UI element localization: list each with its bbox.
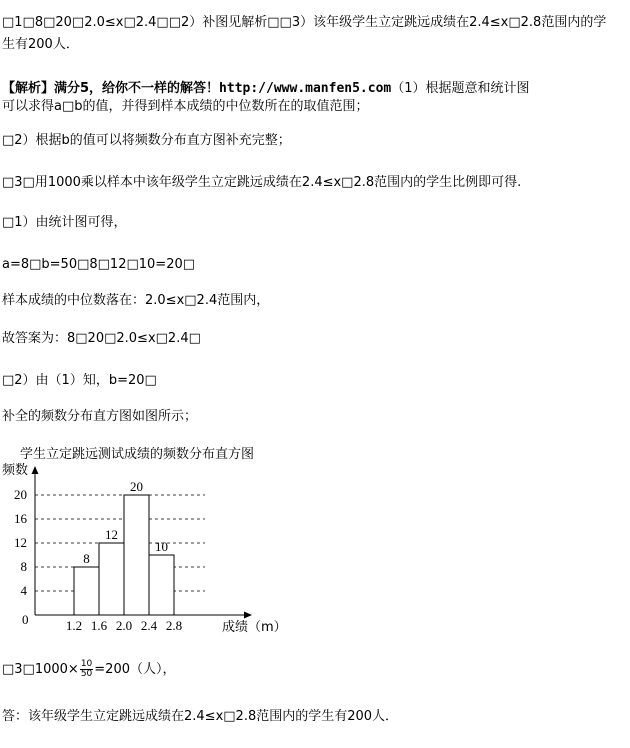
solution-text-4: 故答案为：8□20□2.0≤x□2.4□ [2,331,201,346]
analysis-heading-line [2,80,530,98]
y-tick-label: 16 [14,511,27,526]
answer-text-2: 生有200人． [2,37,79,52]
analysis-line-4 [2,174,521,192]
solution-line-7 [2,660,176,679]
histogram-chart [0,440,310,640]
analysis-text-4: □3□用1000乘以样本中该年级学生立定跳远成绩在2.4≤x□2.8范围内的学生比例即可得. [2,175,522,190]
bar-value-label: 8 [83,551,90,566]
solution-text-2: a=8□b=50□8□12□10=20□ [2,257,196,272]
x-axis-arrow-icon [244,612,252,619]
answer-text-1: □1□8□20□2.0≤x□2.4□□2）补图见解析□□3）该年级学生立定跳远成绩在2.4≤x□2.8范围内的学 [2,15,607,30]
histogram-bar [74,567,99,615]
analysis-line-2 [2,98,369,116]
y-tick-label: 4 [20,583,27,598]
solution-text-3: 样本成绩的中位数落在：2.0≤x□2.4范围内， [2,293,270,308]
x-tick-label: 1.2 [65,618,83,633]
analysis-text-1: （1）根据题意和统计图 [391,81,530,96]
chart-title: 学生立定跳远测试成绩的频数分布直方图 [20,447,255,462]
histogram-bar [99,543,124,615]
analysis-tag: 【解析】满分5，给你不一样的解答！ [2,81,220,96]
x-axis-label: 成绩（m） [222,620,287,635]
solution-line-4 [2,330,201,348]
x-tick-label: 2.4 [140,618,158,633]
bar-value-label: 10 [155,539,168,554]
analysis-text-2: 可以求得a□b的值，并得到样本成绩的中位数所在的取值范围； [2,99,369,114]
y-tick-label: 20 [14,487,27,502]
final-answer-text: 答：该年级学生立定跳远成绩在2.4≤x□2.8范围内的学生有200人． [2,709,399,724]
answer-line-2 [2,36,79,54]
fraction-numerator: 10 [80,659,93,669]
histogram-bar [124,495,149,615]
solution-line-6 [2,408,197,426]
x-tick-label: 2.0 [115,618,133,633]
origin-label: 0 [22,612,29,627]
solution-text-6: 补全的频数分布直方图如图所示； [2,409,198,424]
solution-text-5: □2）由（1）知，b=20□ [2,373,157,388]
bar-value-label: 12 [105,527,118,542]
solution-line-2 [2,256,195,274]
y-axis-label: 频数 [2,463,29,478]
analysis-line-3 [2,132,291,150]
solution-line-3 [2,292,269,310]
y-tick-label: 12 [14,535,27,550]
calc-result: =200（人）， [94,662,176,677]
analysis-text-3: □2）根据b的值可以将频数分布直方图补充完整； [2,133,291,148]
x-tick-labels [66,618,182,633]
solution-text-1: □1）由统计图可得， [2,215,127,230]
source-url: http://www.manfen5.com [219,81,392,96]
fraction [80,660,93,679]
y-axis-arrow-icon [32,466,39,474]
histogram-bar [149,555,174,615]
solution-line-1 [2,214,127,232]
final-answer-line [2,708,398,726]
answer-line-1 [2,14,606,32]
fraction-denominator: 50 [80,669,93,679]
x-tick-label: 1.6 [90,618,108,633]
calc-prefix: □3□1000× [2,662,79,677]
x-tick-label: 2.8 [165,618,183,633]
y-tick-label: 8 [20,559,27,574]
y-tick-labels [14,487,28,598]
solution-line-5 [2,372,157,390]
bar-value-label: 20 [130,479,143,494]
